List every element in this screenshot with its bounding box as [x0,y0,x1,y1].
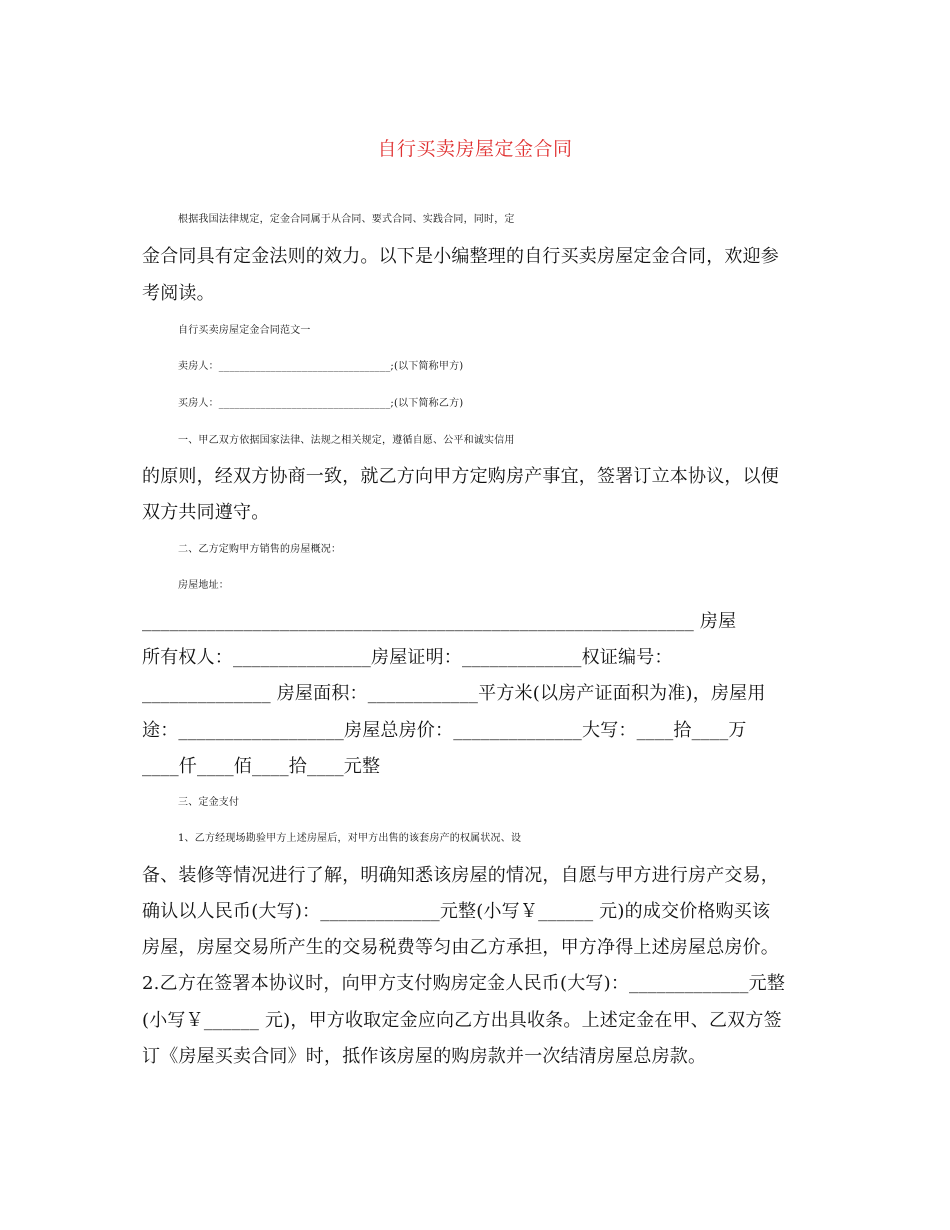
paragraph-line: (小写￥______ 元)，甲方收取定金应向乙方出具收条。上述定金在甲、乙双方签 [142,1010,782,1031]
address-label: 房屋地址： [178,580,229,591]
paragraph-line: 房屋，房屋交易所产生的交易税费等匀由乙方承担，甲方净得上述房屋总房价。 [142,937,779,958]
buyer-line: 买房人：_________________________________;(以下简称乙方) [178,398,464,409]
paragraph-line: 考阅读。 [142,283,215,304]
address-blank-line: ____________________________________________________________ 房屋 [142,611,737,632]
paragraph-line: 备、装修等情况进行了解，明确知悉该房屋的情况，自愿与甲方进行房产交易， [142,865,779,886]
paragraph-line: 确认以人民币(大写)：_____________元整(小写￥______ 元)的成交价格购买该 [142,901,771,922]
paragraph-line: 途：__________________房屋总房价：______________大写：____拾____万 [142,720,747,741]
seller-line: 卖房人：_________________________________;(以下简称甲方) [178,361,464,372]
paragraph-line: 金合同具有定金法则的效力。以下是小编整理的自行买卖房屋定金合同，欢迎参 [142,246,779,267]
section-heading: 三、定金支付 [178,797,240,808]
paragraph-line: 所有权人：_______________房屋证明：_____________权证编号： [142,647,673,668]
paragraph-line: 的原则，经双方协商一致，就乙方向甲方定购房产事宜，签署订立本协议，以便 [142,466,779,487]
section-heading: 二、乙方定购甲方销售的房屋概况： [178,544,342,555]
document-title: 自行买卖房屋定金合同 [377,138,573,160]
paragraph-line: 2.乙方在签署本协议时，向甲方支付购房定金人民币(大写)：_____________元整 [142,973,786,994]
section-heading: 自行买卖房屋定金合同范文一 [178,325,311,336]
paragraph-line: 一、甲乙双方依据国家法律、法规之相关规定，遵循自愿、公平和诚实信用 [178,435,515,446]
paragraph-line: 订《房屋买卖合同》时，抵作该房屋的购房款并一次结清房屋总房款。 [142,1046,707,1067]
paragraph-line: 根据我国法律规定，定金合同属于从合同、要式合同、实践合同，同时，定 [178,214,515,225]
paragraph-line: ____仟____佰____拾____元整 [142,756,381,777]
paragraph-line: ______________ 房屋面积：____________平方米(以房产证面积为准)，房屋用 [142,683,766,704]
paragraph-line: 双方共同遵守。 [142,502,270,523]
paragraph-line: 1、乙方经现场勘验甲方上述房屋后，对甲方出售的该套房产的权属状况、设 [178,833,522,844]
